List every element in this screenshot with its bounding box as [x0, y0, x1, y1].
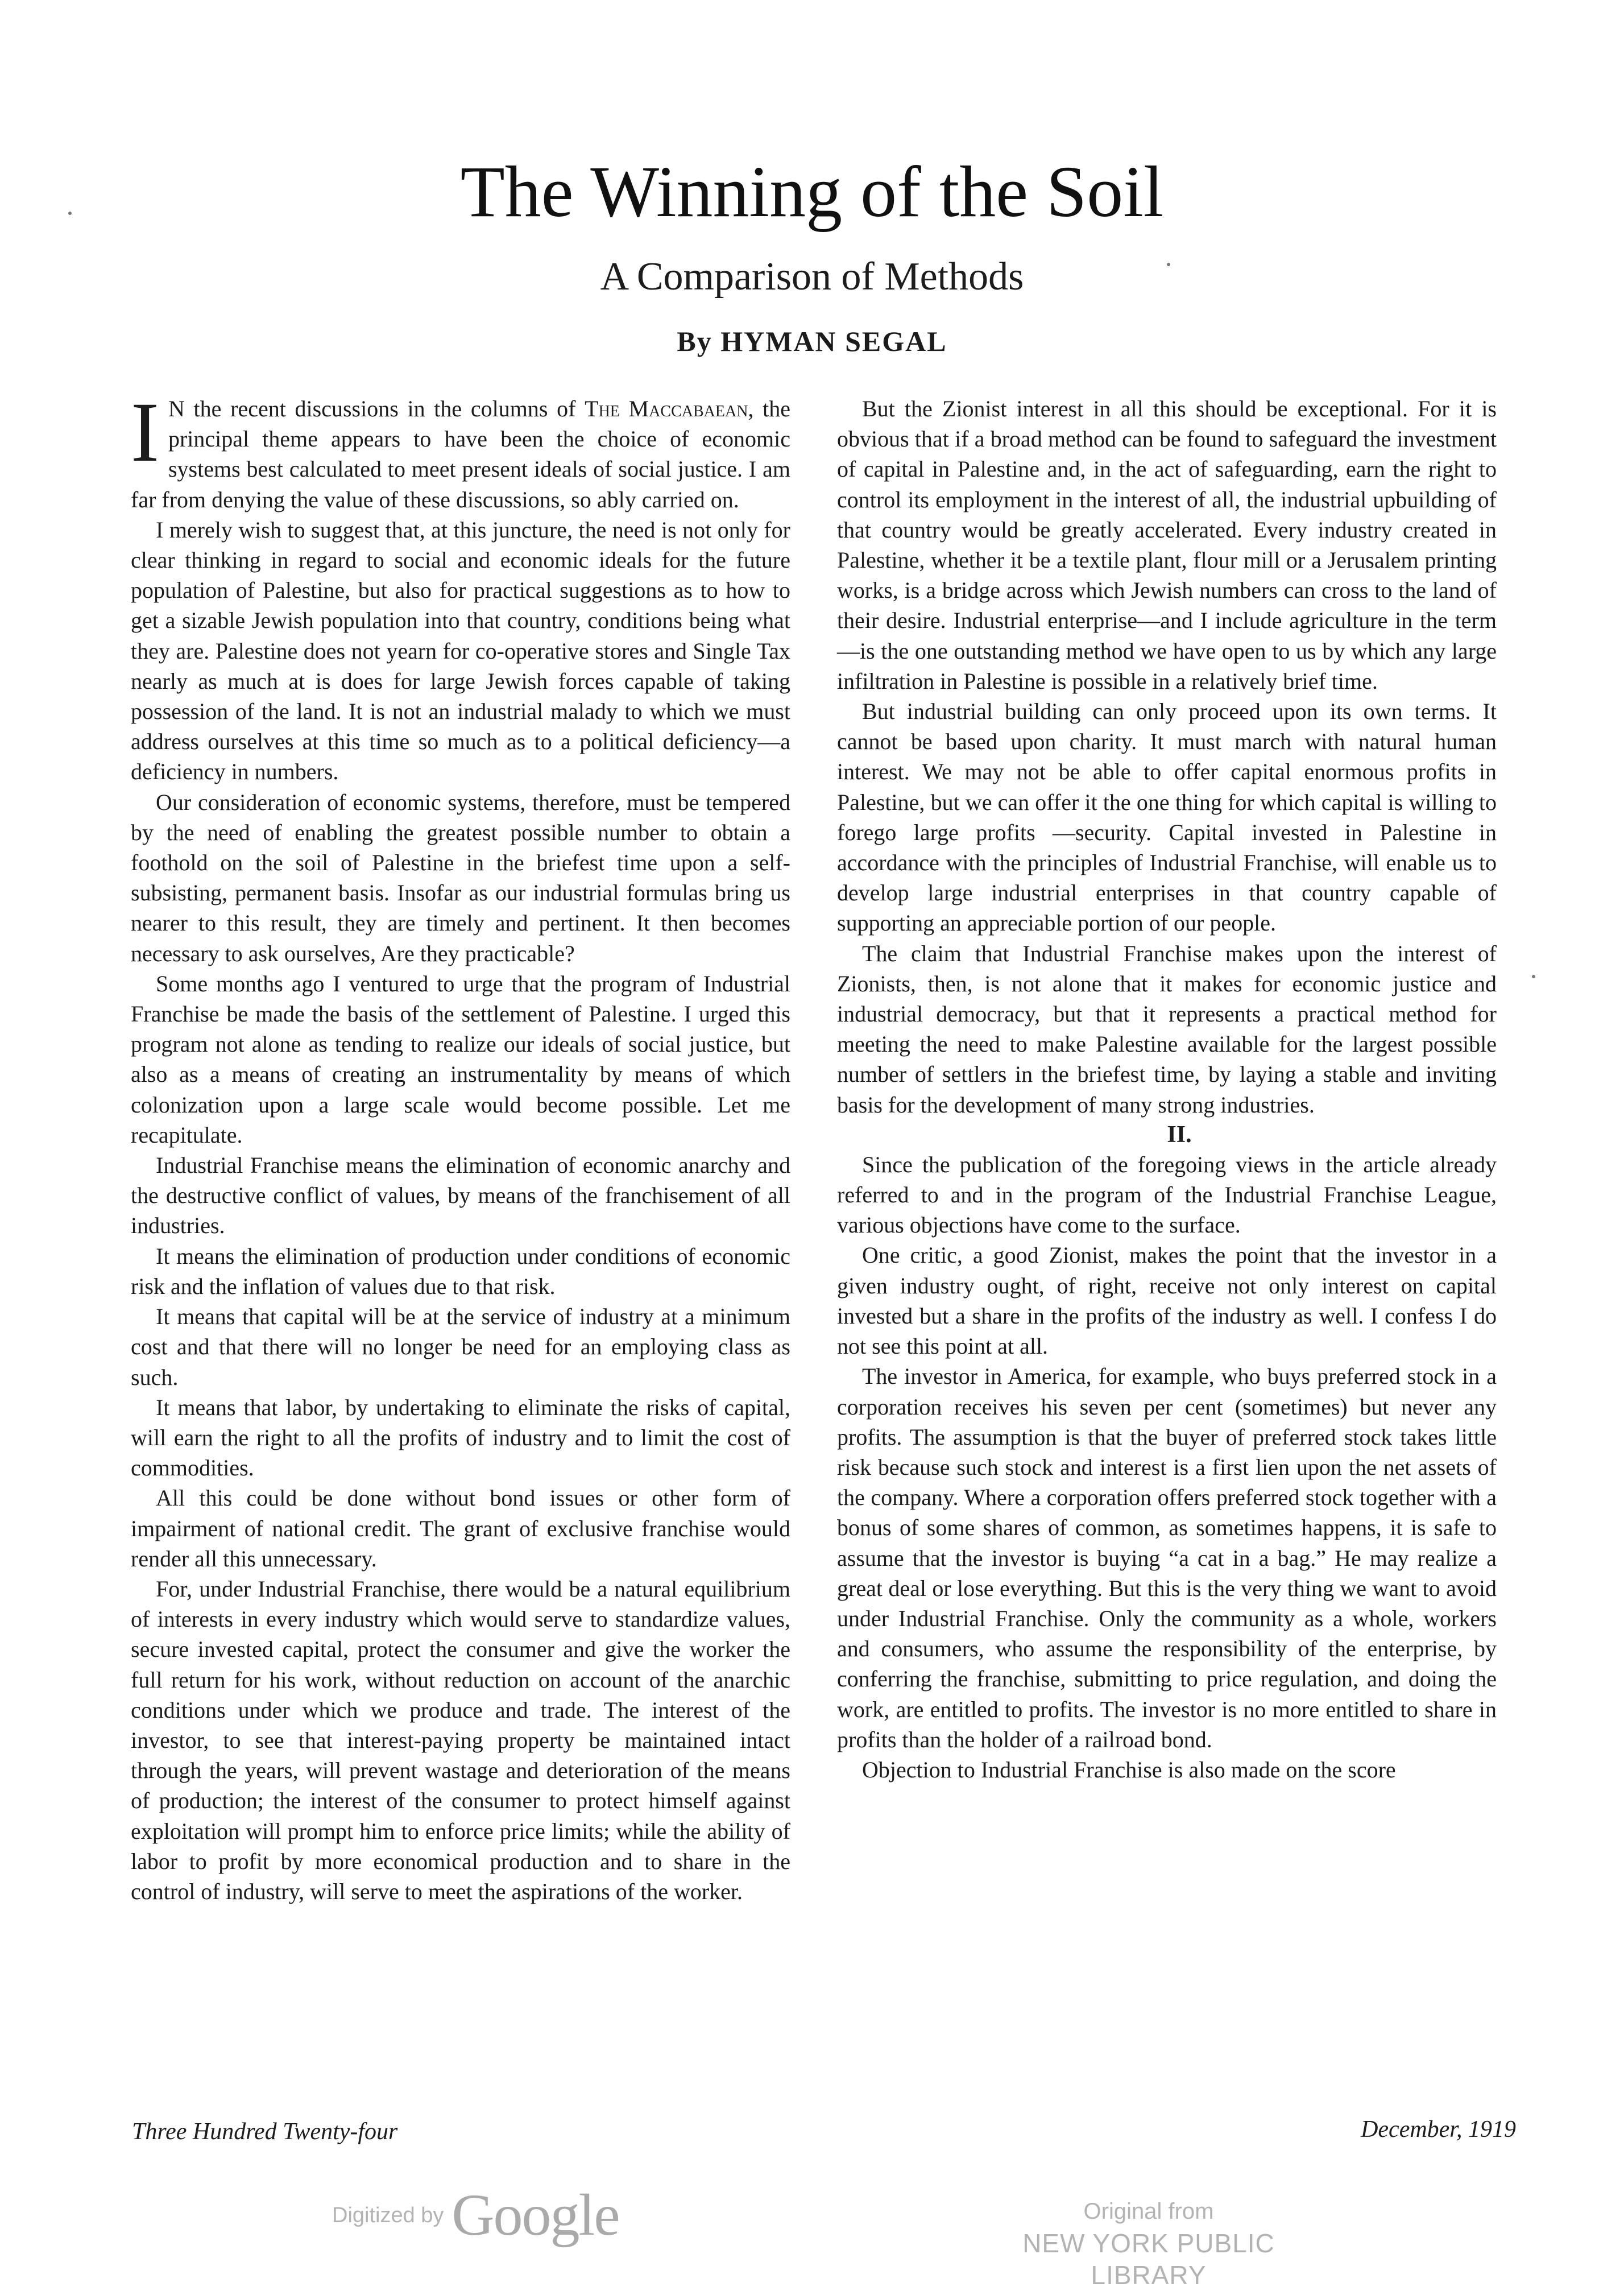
- body-paragraph: It means that capital will be at the service of industry at a minimum cost and that there will no longer be need for an employing class as such.: [131, 1304, 790, 1390]
- body-paragraph: The claim that Industrial Franchise makes upon the interest of Zionists, then, is not alone that it makes for economic justice and industrial democracy, but that it represents a practical method for meeting the need to make Palestine available for the largest possible number of settlers in the briefest time, by laying a stable and inviting basis for the development of many strong industries.: [837, 940, 1497, 1118]
- digitized-watermark: [332, 2184, 619, 2247]
- body-paragraph: All this could be done without bond issues or other form of impairment of national credit. The grant of exclusive franchise would render all this unnecessary.: [131, 1485, 790, 1572]
- body-paragraph: Since the publication of the foregoing views in the article already referred to and in the program of the Industrial Franchise League, various objections have come to the surface.: [837, 1151, 1497, 1238]
- intro-paragraph: [131, 385, 790, 515]
- body-paragraph: One critic, a good Zionist, makes the point that the investor in a given industry ought, of right, receive not only interest on capital invested but a share in the profits of the industry as well. I confess I do not see this point at all.: [837, 1242, 1497, 1359]
- body-paragraph: It means that labor, by undertaking to eliminate the risks of capital, will earn the right to all the profits of industry and to limit the cost of commodities.: [131, 1394, 790, 1481]
- intro-lead: N the recent discussions in the columns of: [168, 396, 585, 421]
- article-subtitle: A Comparison of Methods: [600, 255, 1024, 299]
- body-paragraph: Our consideration of economic systems, therefore, must be tempered by the need of enabling the greatest possible number to obtain a foothold on the soil of Palestine in the briefest time upon a self-subsisting, permanent basis. Insofar as our industrial formulas bring us nearer to this result, they are timely and pertinent. It then becomes necessary to ask ourselves, Are they practicable?: [131, 789, 790, 966]
- original-from-label: Original from: [1083, 2199, 1214, 2224]
- body-paragraph: I merely wish to suggest that, at this juncture, the need is not only for clear thinking in regard to social and economic ideals for the future population of Palestine, but also for practical suggestions as to how to get a sizable Jewish population into that country, conditions being what they are. Palestine does not yearn for co-operative stores and Single Tax nearly as much at is does for large Jewish forces capable of taking possession of the land. It is not an industrial malady to which we must address ourselves at this time so much as to a political deficiency—a deficiency in numbers.: [131, 516, 790, 785]
- body-paragraph: It means the elimination of production under conditions of economic risk and the inflation of values due to that risk.: [131, 1243, 790, 1299]
- right-column: [837, 394, 1497, 1785]
- body-paragraph: The investor in America, for example, who buys preferred stock in a corporation receives his seven per cent (sometimes) but never any profits. The assumption is that the buyer of preferred stock takes little risk because such stock and interest is a first lien upon the net assets of the company. Where a corporation offers preferred stock together with a bonus of some shares of common, as sometimes happens, it is safe to assume that the investor is buying “a cat in a bag.” He may realize a great deal or lose everything. But this is the very thing we want to avoid under Industrial Franchise. Only the community as a whole, workers and consumers, who assume the responsibility of the enterprise, by conferring the franchise, submitting to price regulation, and doing the work, are entitled to profits. The investor is no more entitled to share in profits than the holder of a railroad bond.: [837, 1363, 1497, 1752]
- body-paragraph: Objection to Industrial Franchise is also made on the score: [862, 1756, 1396, 1783]
- page-number: Three Hundred Twenty-four: [132, 2119, 398, 2145]
- section-heading: II.: [1167, 1121, 1192, 1148]
- scan-speck: [1167, 263, 1170, 266]
- left-column: [131, 385, 790, 1907]
- body-paragraph: For, under Industrial Franchise, there would be a natural equilibrium of interests in every industry which would serve to standardize values, secure invested capital, protect the consumer and give the worker the full return for his work, without reduction on account of the anarchic conditions under which we produce and trade. The interest of the investor, to see that interest-paying property be maintained intact through the years, will prevent wastage and deterioration of the means of production; the interest of the consumer to protect himself against exploitation will prompt him to enforce price limits; while the ability of labor to profit by more economical production and to share in the control of industry, will serve to meet the aspirations of the worker.: [131, 1575, 790, 1904]
- publication-name: The Maccabaean: [585, 396, 748, 421]
- body-paragraph: But the Zionist interest in all this should be exceptional. For it is obvious that if a broad method can be found to safeguard the investment of capital in Palestine and, in the act of safeguarding, earn the right to control its employment in the interest of all, the industrial upbuilding of that country would be greatly accelerated. Every industry created in Palestine, whether it be a textile plant, flour mill or a Jerusalem printing works, is a bridge across which Jewish numbers can cross to the land of their desire. Industrial enterprise—and I include agriculture in the term—is the one outstanding method we have open to us by which any large infiltration in Palestine is possible in a relatively brief time.: [837, 396, 1497, 694]
- drop-cap: I: [131, 385, 159, 479]
- intro-rest: , the principal theme appears to have been the choice of economic systems best calculated to meet present ideals of social justice. I am far from denying the value of these discussions, so ably carried on.: [131, 396, 790, 512]
- library-name: NEW YORK PUBLIC LIBRARY: [1022, 2228, 1275, 2290]
- scan-speck: [1532, 975, 1535, 978]
- issue-date: December, 1919: [1361, 2116, 1516, 2143]
- scan-speck: [68, 212, 72, 215]
- body-paragraph: But industrial building can only proceed upon its own terms. It cannot be based upon charity. It must march with natural human interest. We may not be able to offer capital enormous profits in Palestine, but we can offer it the one thing for which capital is willing to forego large profits —security. Capital invested in Palestine in accordance with the principles of Industrial Franchise, will enable us to develop large industrial enterprises in that country capable of supporting an appreciable portion of our people.: [837, 698, 1497, 936]
- article-byline: By HYMAN SEGAL: [677, 325, 947, 357]
- digitized-by-label: Digitized by: [332, 2203, 444, 2227]
- article-title: The Winning of the Soil: [460, 151, 1164, 232]
- source-library-watermark: [967, 2195, 1331, 2291]
- body-paragraph: Some months ago I ventured to urge that the program of Industrial Franchise be made the basis of the settlement of Palestine. I urged this program not alone as tending to realize our ideals of social justice, but also as a means of creating an instrumentality by means of which colonization upon a large scale would become possible. Let me recapitulate.: [131, 970, 790, 1148]
- body-paragraph: Industrial Franchise means the elimination of economic anarchy and the destructive conflict of values, by means of the franchisement of all industries.: [131, 1152, 790, 1239]
- google-logo: Google: [451, 2182, 619, 2248]
